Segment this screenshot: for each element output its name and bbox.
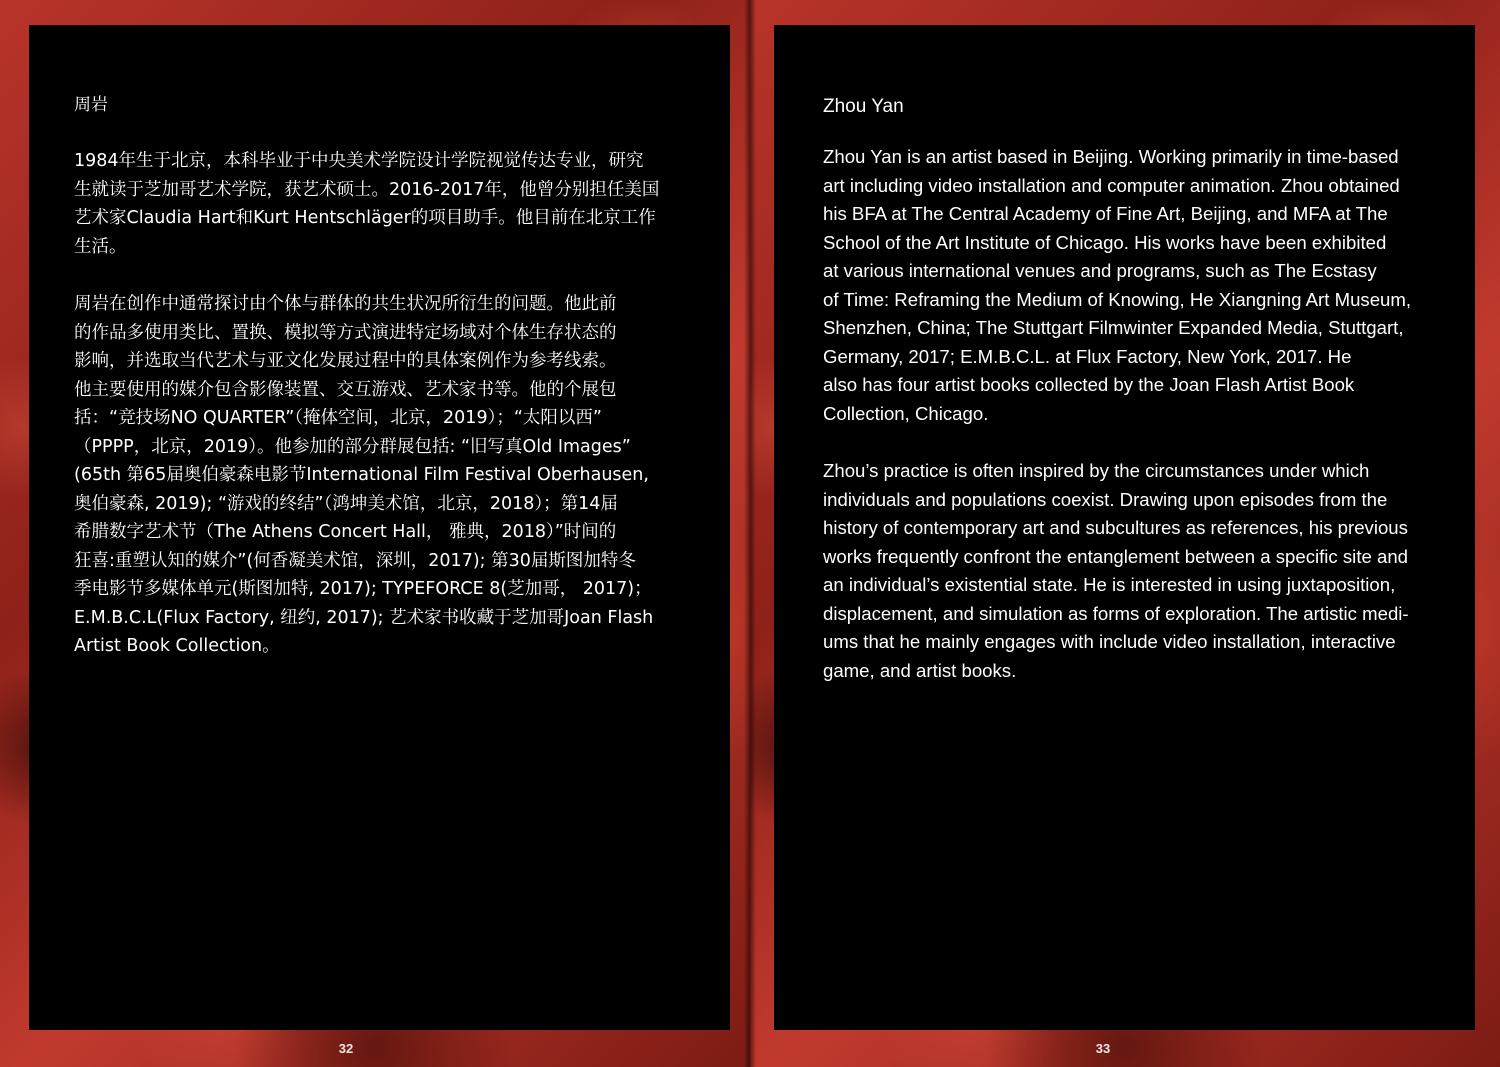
text-line: displacement, and simulation as forms of exploration. The artistic medi-	[823, 602, 1409, 624]
text-line: （PPPP，北京，2019）。他参加的部分群展包括: “旧写真Old Images”	[74, 436, 631, 457]
text-line: School of the Art Institute of Chicago. His works have been exhibited	[823, 231, 1387, 253]
text-line: his BFA at The Central Academy of Fine Art, Beijing, and MFA at The	[823, 203, 1388, 225]
text-line: Zhou’s practice is often inspired by the circumstances under which	[823, 460, 1370, 481]
text-line: 季电影节多媒体单元(斯图加特, 2017); TYPEFORCE 8(芝加哥， 2017)；	[74, 579, 652, 599]
text-line: 生活。	[74, 236, 127, 257]
text-line: 影响，并选取当代艺术与亚文化发展过程中的具体案例作为参考线索。	[74, 351, 617, 371]
right-text-panel	[774, 25, 1475, 1030]
text-line: 希腊数字艺术节（The Athens Concert Hall， 雅典，2018）”时间的	[74, 522, 617, 542]
text-line: 奥伯豪森, 2019); “游戏的终结”（鸿坤美术馆，北京，2018）；第14届	[74, 493, 618, 514]
page-number-left: 32	[338, 1041, 354, 1056]
text-line: at various international venues and programs, such as The Ecstasy	[823, 260, 1377, 282]
text-line: history of contemporary art and subcultures as references, his previous	[823, 517, 1408, 539]
text-line: 的作品多使用类比、置换、模拟等方式演进特定场域对个体生存状态的	[74, 322, 617, 343]
text-line: individuals and populations coexist. Drawing upon episodes from the	[823, 488, 1388, 510]
left-paragraph-bio	[74, 147, 694, 261]
text-line: E.M.B.C.L(Flux Factory, 纽约, 2017); 艺术家书收藏于芝加哥Joan Flash	[74, 607, 654, 628]
text-line: an individual’s existential state. He is interested in using juxtaposition,	[823, 574, 1396, 596]
right-heading: Zhou Yan	[823, 96, 904, 117]
text-line: works frequently confront the entanglement between a specific site and	[823, 545, 1409, 567]
left-paragraph-practice	[74, 290, 694, 661]
right-paragraph-bio	[823, 143, 1433, 428]
right-paragraph-practice	[823, 457, 1433, 685]
text-line: 括：“竞技场NO QUARTER”（掩体空间，北京，2019）；“太阳以西”	[74, 408, 602, 428]
text-line: game, and artist books.	[823, 659, 1017, 681]
text-line: Germany, 2017; E.M.B.C.L. at Flux Factory, New York, 2017. He	[823, 345, 1352, 367]
text-line: of Time: Reframing the Medium of Knowing, He Xiangning Art Museum,	[823, 288, 1412, 310]
text-line: ums that he mainly engages with include video installation, interactive	[823, 631, 1396, 653]
text-line: Shenzhen, China; The Stuttgart Filmwinter Expanded Media, Stuttgart,	[823, 317, 1404, 339]
page-number-right: 33	[1095, 1041, 1111, 1056]
text-line: 周岩在创作中通常探讨由个体与群体的共生状况所衍生的问题。他此前	[74, 294, 617, 314]
left-text-panel	[29, 25, 730, 1030]
text-line: also has four artist books collected by the Joan Flash Artist Book	[823, 374, 1355, 396]
text-line: 生就读于芝加哥艺术学院，获艺术硕士。2016-2017年，他曾分别担任美国	[74, 179, 660, 200]
text-line: 他主要使用的媒介包含影像装置、交互游戏、艺术家书等。他的个展包	[74, 379, 617, 400]
book-gutter	[744, 0, 756, 1067]
text-line: 艺术家Claudia Hart和Kurt Hentschläger的项目助手。他目前在北京工作	[74, 208, 656, 228]
text-line: 1984年生于北京，本科毕业于中央美术学院设计学院视觉传达专业，研究	[74, 151, 644, 171]
left-heading: 周岩	[74, 95, 108, 115]
text-line: (65th 第65届奥伯豪森电影节International Film Festival Oberhausen,	[74, 465, 649, 485]
right-page	[750, 0, 1500, 1067]
text-line: Zhou Yan is an artist based in Beijing. Working primarily in time-based	[823, 146, 1399, 167]
text-line: Artist Book Collection。	[74, 636, 280, 656]
text-line: 狂喜:重塑认知的媒介”(何香凝美术馆，深圳，2017); 第30届斯图加特冬	[74, 550, 636, 571]
text-line: art including video installation and computer animation. Zhou obtained	[823, 174, 1400, 196]
text-line: Collection, Chicago.	[823, 402, 989, 424]
